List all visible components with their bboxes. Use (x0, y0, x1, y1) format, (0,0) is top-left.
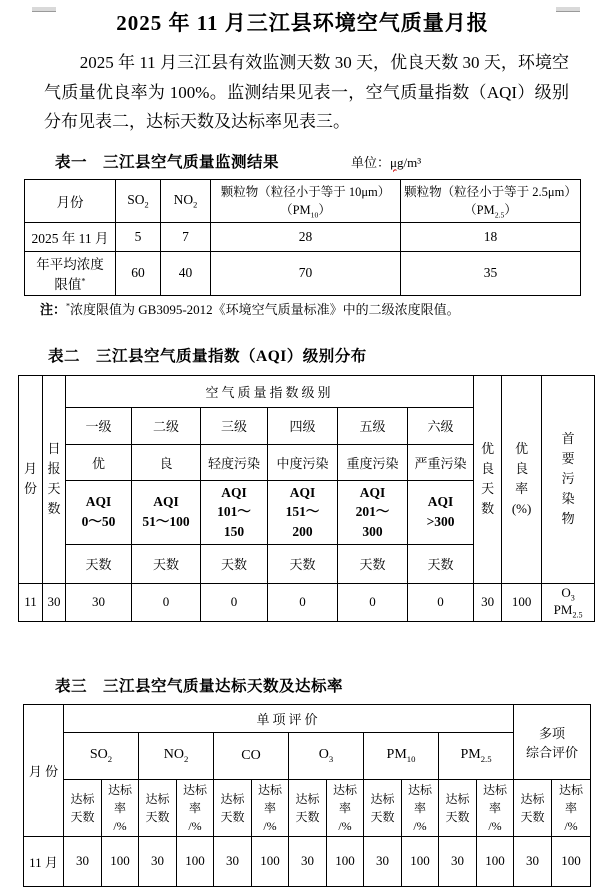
page-edge-mark-left (32, 7, 56, 12)
unit-label: 单位： (351, 154, 391, 170)
t3-sub-rate: 达标 率 /% (552, 779, 591, 836)
table-row (24, 732, 591, 779)
t2-cell-daily-report-days: 30 (43, 583, 66, 621)
note-prefix: 注： (40, 301, 67, 317)
unit-suffix: /m³ (403, 154, 422, 170)
t2-cell-level-days: 0 (201, 583, 268, 621)
t2-days-label: 天数 (66, 544, 132, 583)
t3-pollutant-header: $NO_2$ (139, 732, 214, 779)
t3-pollutant-header: $PM_{10}$ (364, 732, 439, 779)
table2-caption-row (48, 344, 605, 366)
t1-cell-so2: 5 (116, 222, 161, 251)
t2-level-header: 一级 (66, 407, 132, 444)
table1-note (40, 299, 605, 318)
t1-header-no2: $NO_2$ (161, 179, 211, 222)
t2-header-month: 月 份 (19, 375, 43, 583)
t1-header-so2: $SO_2$ (116, 179, 161, 222)
t2-days-label: 天数 (201, 544, 268, 583)
t3-sub-days: 达标 天数 (514, 779, 552, 836)
t3-sub-rate: 达标 率 /% (252, 779, 289, 836)
page-edge-mark-right (556, 7, 580, 12)
t3-pollutant-header: $PM_{2.5}$ (439, 732, 514, 779)
t2-header-good-rate: 优 良 率 (%) (502, 375, 542, 583)
table-row (24, 836, 591, 886)
t3-pollutant-header: CO (214, 732, 289, 779)
table1-caption: 表一 三江县空气质量监测结果 (55, 153, 280, 171)
t2-cell-primary-pollutant: $O_3$ $PM_{2.5}$ (542, 583, 595, 621)
t2-level-name: 严重污染 (408, 444, 474, 480)
t1-cell-no2: 40 (161, 251, 211, 295)
t3-sub-days: 达标 天数 (364, 779, 402, 836)
t2-level-header: 二级 (132, 407, 201, 444)
t2-cell-month: 11 (19, 583, 43, 621)
t2-level-name: 轻度污染 (201, 444, 268, 480)
t3-sub-rate: 达标 率 /% (477, 779, 514, 836)
t1-cell-no2: 7 (161, 222, 211, 251)
t3-cell-rate: 100 (552, 836, 591, 886)
table3-caption-row (55, 674, 605, 696)
t3-sub-days: 达标 天数 (139, 779, 177, 836)
t3-header-multi-group: 多项 综合评价 (514, 704, 591, 779)
t3-cell-days: 30 (64, 836, 102, 886)
t2-aqi-range: AQI 51～100 (132, 480, 201, 544)
t2-cell-level-days: 0 (132, 583, 201, 621)
t2-aqi-range: AQI 151～ 200 (268, 480, 338, 544)
table-row (25, 222, 581, 251)
t3-cell-days: 30 (439, 836, 477, 886)
page-title: 2025 年 11 月三江县环境空气质量月报 (116, 11, 489, 35)
t2-aqi-range: AQI >300 (408, 480, 474, 544)
table-aqi-distribution (18, 375, 595, 622)
t3-cell-month: 11 月 (24, 836, 64, 886)
t2-header-daily-report-days: 日 报 天 数 (43, 375, 66, 583)
t3-cell-days: 30 (289, 836, 327, 886)
t1-cell-pm10: 28 (211, 222, 401, 251)
t2-level-header: 五级 (338, 407, 408, 444)
t2-level-header: 三级 (201, 407, 268, 444)
table-row (24, 779, 591, 836)
table1-unit (351, 152, 421, 171)
table2-caption: 表二 三江县空气质量指数（AQI）级别分布 (48, 347, 367, 365)
t2-days-label: 天数 (132, 544, 201, 583)
t3-sub-rate: 达标 率 /% (402, 779, 439, 836)
t3-cell-rate: 100 (177, 836, 214, 886)
t3-sub-days: 达标 天数 (439, 779, 477, 836)
t3-cell-days: 30 (139, 836, 177, 886)
table-attainment (23, 704, 591, 887)
t2-days-label: 天数 (408, 544, 474, 583)
t2-cell-good-rate: 100 (502, 583, 542, 621)
t2-days-label: 天数 (338, 544, 408, 583)
t3-cell-rate: 100 (477, 836, 514, 886)
table-row (25, 179, 581, 222)
t1-cell-pm10: 70 (211, 251, 401, 295)
t1-row-label: 2025 年 11 月 (25, 222, 116, 251)
t3-header-single-group: 单项评价 (64, 704, 514, 732)
table-row (25, 251, 581, 295)
t2-aqi-range: AQI 201～ 300 (338, 480, 408, 544)
t3-sub-days: 达标 天数 (289, 779, 327, 836)
t1-header-pm25: 颗粒物（粒径小于等于 2.5μm） $(PM_{2.5})$ (401, 179, 581, 222)
t2-aqi-range: AQI 0～50 (66, 480, 132, 544)
t1-cell-pm25: 35 (401, 251, 581, 295)
t2-header-primary-pollutant: 首 要 污 染 物 (542, 375, 595, 583)
t2-days-label: 天数 (268, 544, 338, 583)
t2-level-header: 六级 (408, 407, 474, 444)
t3-cell-days: 30 (514, 836, 552, 886)
table-monitoring-results (24, 179, 581, 296)
t2-cell-level-days: 0 (408, 583, 474, 621)
t3-cell-days: 30 (364, 836, 402, 886)
t2-aqi-range: AQI 101～ 150 (201, 480, 268, 544)
t2-header-aqi-group: 空气质量指数级别 (66, 375, 474, 407)
unit-ug: μg (390, 154, 404, 170)
t1-cell-pm25: 18 (401, 222, 581, 251)
table3-caption: 表三 三江县空气质量达标天数及达标率 (55, 677, 344, 695)
t3-pollutant-header: $O_3$ (289, 732, 364, 779)
t3-sub-rate: 达标 率 /% (102, 779, 139, 836)
table1-caption-row (55, 150, 605, 172)
t3-header-month: 月 份 (24, 704, 64, 836)
t2-cell-level-days: 0 (338, 583, 408, 621)
t3-pollutant-header: $SO_2$ (64, 732, 139, 779)
table-row (24, 704, 591, 732)
t1-header-month: 月份 (25, 179, 116, 222)
t2-cell-good-days: 30 (474, 583, 502, 621)
table-row (19, 583, 595, 621)
t2-level-name: 良 (132, 444, 201, 480)
t1-row-label: 年平均浓度 限值* (25, 251, 116, 295)
t2-cell-level-days: 0 (268, 583, 338, 621)
t3-sub-rate: 达标 率 /% (327, 779, 364, 836)
t3-cell-rate: 100 (252, 836, 289, 886)
t3-sub-days: 达标 天数 (64, 779, 102, 836)
t3-sub-days: 达标 天数 (214, 779, 252, 836)
intro-paragraph: 2025 年 11 月三江县有效监测天数 30 天，优良天数 30 天，环境空气质量优良率为 100%。监测结果见表一，空气质量指数（AQI）级别分布见表二，达标天数及达标率见表三。 (44, 53, 569, 131)
t2-cell-level-days: 30 (66, 583, 132, 621)
t2-level-name: 重度污染 (338, 444, 408, 480)
note-body: *浓度限值为 GB3095-2012《环境空气质量标准》中的二级浓度限值。 (66, 301, 460, 317)
t3-cell-rate: 100 (402, 836, 439, 886)
t1-header-pm10: 颗粒物（粒径小于等于 10μm） $(PM_{10})$ (211, 179, 401, 222)
t2-header-good-days: 优 良 天 数 (474, 375, 502, 583)
t2-level-name: 中度污染 (268, 444, 338, 480)
t2-level-name: 优 (66, 444, 132, 480)
t3-cell-rate: 100 (102, 836, 139, 886)
t3-sub-rate: 达标 率 /% (177, 779, 214, 836)
t3-cell-rate: 100 (327, 836, 364, 886)
t2-level-header: 四级 (268, 407, 338, 444)
table-row (19, 375, 595, 407)
t3-cell-days: 30 (214, 836, 252, 886)
t1-cell-so2: 60 (116, 251, 161, 295)
